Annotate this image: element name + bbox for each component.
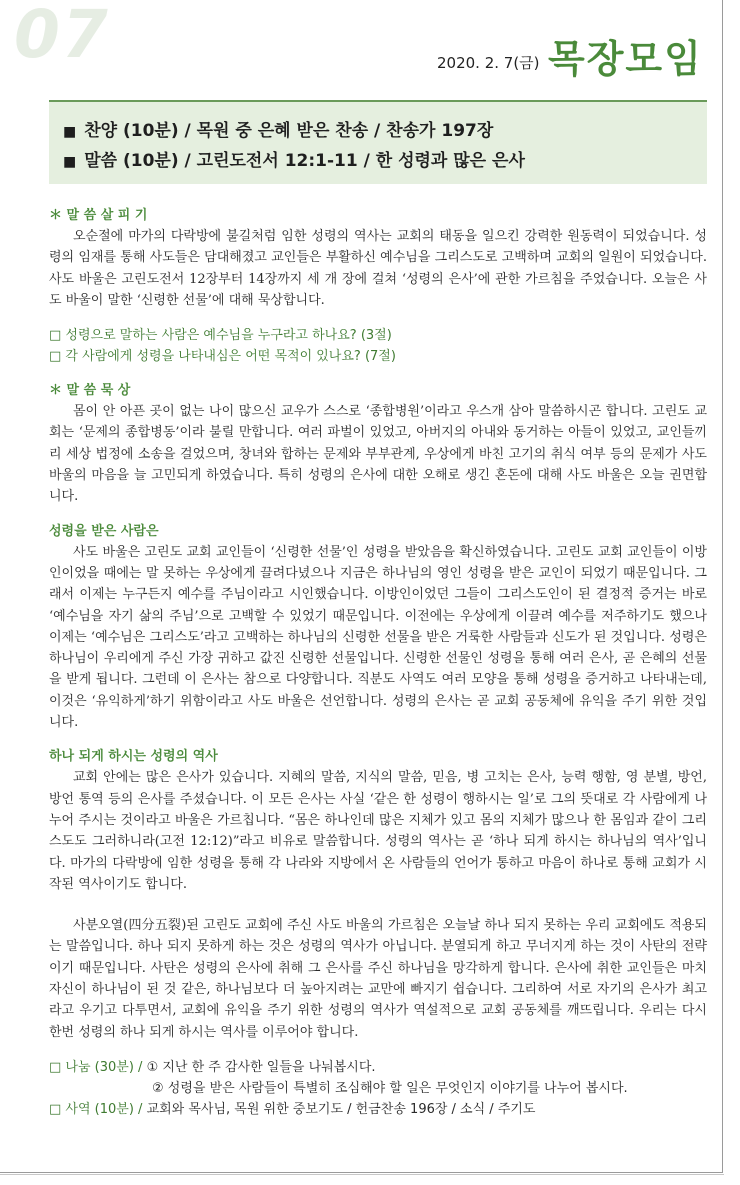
section-heading-receivers: 성령을 받은 사람은: [49, 523, 159, 539]
main-content: [49, 206, 707, 1120]
sharing-line-2: [49, 1078, 707, 1099]
question-2: □ 각 사람에게 성령을 나타내심은 어떤 목적이 있나요? (7절): [49, 349, 396, 365]
section-body-unity-2: 사분오열(四分五裂)된 고린도 교회에 주신 사도 바울의 가르침은 오늘날 하나 되지 못하는 우리 교회에도 적용되는 말씀입니다. 하나 되지 못하게 하는 것은 성령의 역사가 아닙니다. 분열되게 하고 무너지게 하는 것이 사탄의 전략이기 때문입니다. 사탄은 성령의 은사에 취해 그 은사를 주신 하나님을 망각하게 합니다. 은사에 취한 교인들은 마치 자신이 하나님이 된 것 같은, 하나님보다 더 높아지려는 교만에 빠지기 쉽습니다. 그리하여 서로 자기의 은사가 최고라고 우기고 다투면서, 교회에 유익을 주기 위한 성령의 역사가 역설적으로 교회 공동체를 깨뜨립니다. 우리는 다시 한번 성령의 하나 되게 하시는 역사를 이루어야 합니다.: [49, 918, 707, 1040]
banner-praise-text: 찬양 (10분) / 목원 중 은혜 받은 찬송 / 찬송가 197장: [84, 121, 494, 141]
service-label: □ 사역 (10분) /: [49, 1101, 143, 1117]
banner-praise: [63, 116, 493, 141]
section-heading-observe: ＊ 말 씀 살 피 기: [49, 208, 148, 223]
square-bullet-icon: ■: [63, 124, 77, 140]
meeting-date: 2020. 2. 7(금): [437, 54, 540, 72]
page-number: 07: [14, 0, 110, 73]
sharing-item-2: ② 성령을 받은 사람들이 특별히 조심해야 할 일은 무엇인지 이야기를 나누어 봅시다.: [152, 1080, 628, 1096]
square-bullet-icon: ■: [63, 154, 77, 170]
sharing-item-1: ① 지난 한 주 감사한 일들을 나눠봅시다.: [146, 1059, 376, 1075]
section-body-receivers: 사도 바울은 고린도 교회 교인들이 ‘신령한 선물’인 성령을 받았음을 확신하였습니다. 고린도 교회 교인들이 이방인이었을 때에는 말 못하는 우상에게 끌려다녔으나 지금은 하나님의 영인 성령을 받은 교인이 되었기 때문입니다. 그래서 이제는 누구든지 예수를 주님이라고 시인했습니다. 이방인이었던 그들이 그리스도인이 된 결정적 증거는 바로 ‘예수님을 자기 삶의 주님’으로 고백할 수 있었기 때문입니다. 이전에는 우상에게 이끌려 예수를 저주하기도 했으나 이제는 ‘예수님은 그리스도’라고 고백하는 하나님의 신령한 선물을 받은 거룩한 사람들과 신도가 된 것입니다. 성령은 하나님이 우리에게 주신 가장 귀하고 값진 신령한 선물입니다. 신령한 선물인 성령을 통해 여러 은사, 곧 은혜의 선물을 받게 됩니다. 그런데 이 은사는 참으로 다양합니다. 직분도 사역도 여러 모양을 통해 성령을 증거하고 나타내는데, 이것은 ‘유익하게’하기 위함이라고 사도 바울은 선언합니다. 성령의 은사는 곧 교회 공동체에 유익을 주기 위한 것입니다.: [49, 544, 707, 731]
program-banner: [49, 100, 707, 184]
service-line: [49, 1099, 707, 1120]
section-body-observe: 오순절에 마가의 다락방에 불길처럼 임한 성령의 역사는 교회의 태동을 일으킨 강력한 원동력이 되었습니다. 성령의 임재를 통해 사도들은 담대해졌고 교인들은 부활하신 예수님을 그리스도로 고백하며 교회의 일원이 되었습니다. 사도 바울은 고린도전서 12장부터 14장까지 세 개 장에 걸쳐 ‘성령의 은사’에 관한 가르침을 주었습니다. 오늘은 사도 바울이 말한 ‘신령한 선물’에 대해 묵상합니다.: [49, 229, 707, 308]
page-frame-shadow: [0, 1174, 724, 1181]
section-body-meditate: 몸이 안 아픈 곳이 없는 나이 많으신 교우가 스스로 ‘종합병원’이라고 우스개 삼아 말씀하시곤 합니다. 고린도 교회는 ‘문제의 종합병동’이라 불릴 만합니다. 여러 파벌이 있었고, 아버지의 아내와 동거하는 아들이 있었고, 교인들끼리 세상 법정에 소송을 걸었으며, 창녀와 합하는 문제와 부부관계, 우상에게 바친 고기의 취식 여부 등의 문제가 사도 바울의 마음을 늘 고민되게 하였습니다. 특히 성령의 은사에 대한 오해로 생긴 혼돈에 대해 사도 바울은 오늘 권면합니다.: [49, 404, 707, 505]
service-text: 교회와 목사님, 목원 위한 중보기도 / 헌금찬송 196장 / 소식 / 주기도: [146, 1101, 536, 1117]
question-1: □ 성령으로 말하는 사람은 예수님을 누구라고 하나요? (3절): [49, 328, 392, 344]
banner-word: [63, 146, 525, 171]
sharing-line-1: [49, 1057, 707, 1078]
section-heading-meditate: ＊ 말 씀 묵 상: [49, 383, 131, 399]
sharing-label: □ 나눔 (30분) /: [49, 1059, 143, 1075]
section-body-unity-1: 교회 안에는 많은 은사가 있습니다. 지혜의 말씀, 지식의 말씀, 믿음, 병 고치는 은사, 능력 행함, 영 분별, 방언, 방언 통역 등의 은사를 주셨습니다. 이 모든 은사는 사실 ‘같은 한 성령이 행하시는 일’로 그의 뜻대로 각 사람에게 나누어 주시는 것이라고 바울은 가르칩니다. “몸은 하나인데 많은 지체가 있고 몸의 지체가 많으나 한 몸임과 같이 그리스도도 그러하니라(고전 12:12)”라고 비유로 말씀합니다. 성령의 역사는 곧 ‘하나 되게 하시는 하나님의 역사’입니다. 마가의 다락방에 임한 성령을 통해 각 나라와 지방에서 온 사람들의 언어가 통하고 마음이 하나로 통해 교회가 시작된 역사이기도 합니다.: [49, 770, 707, 892]
page-title: 목장모임: [548, 37, 703, 81]
section-heading-unity: 하나 되게 하시는 성령의 역사: [49, 749, 218, 765]
banner-word-text: 말씀 (10분) / 고린도전서 12:1-11 / 한 성령과 많은 은사: [84, 151, 525, 171]
